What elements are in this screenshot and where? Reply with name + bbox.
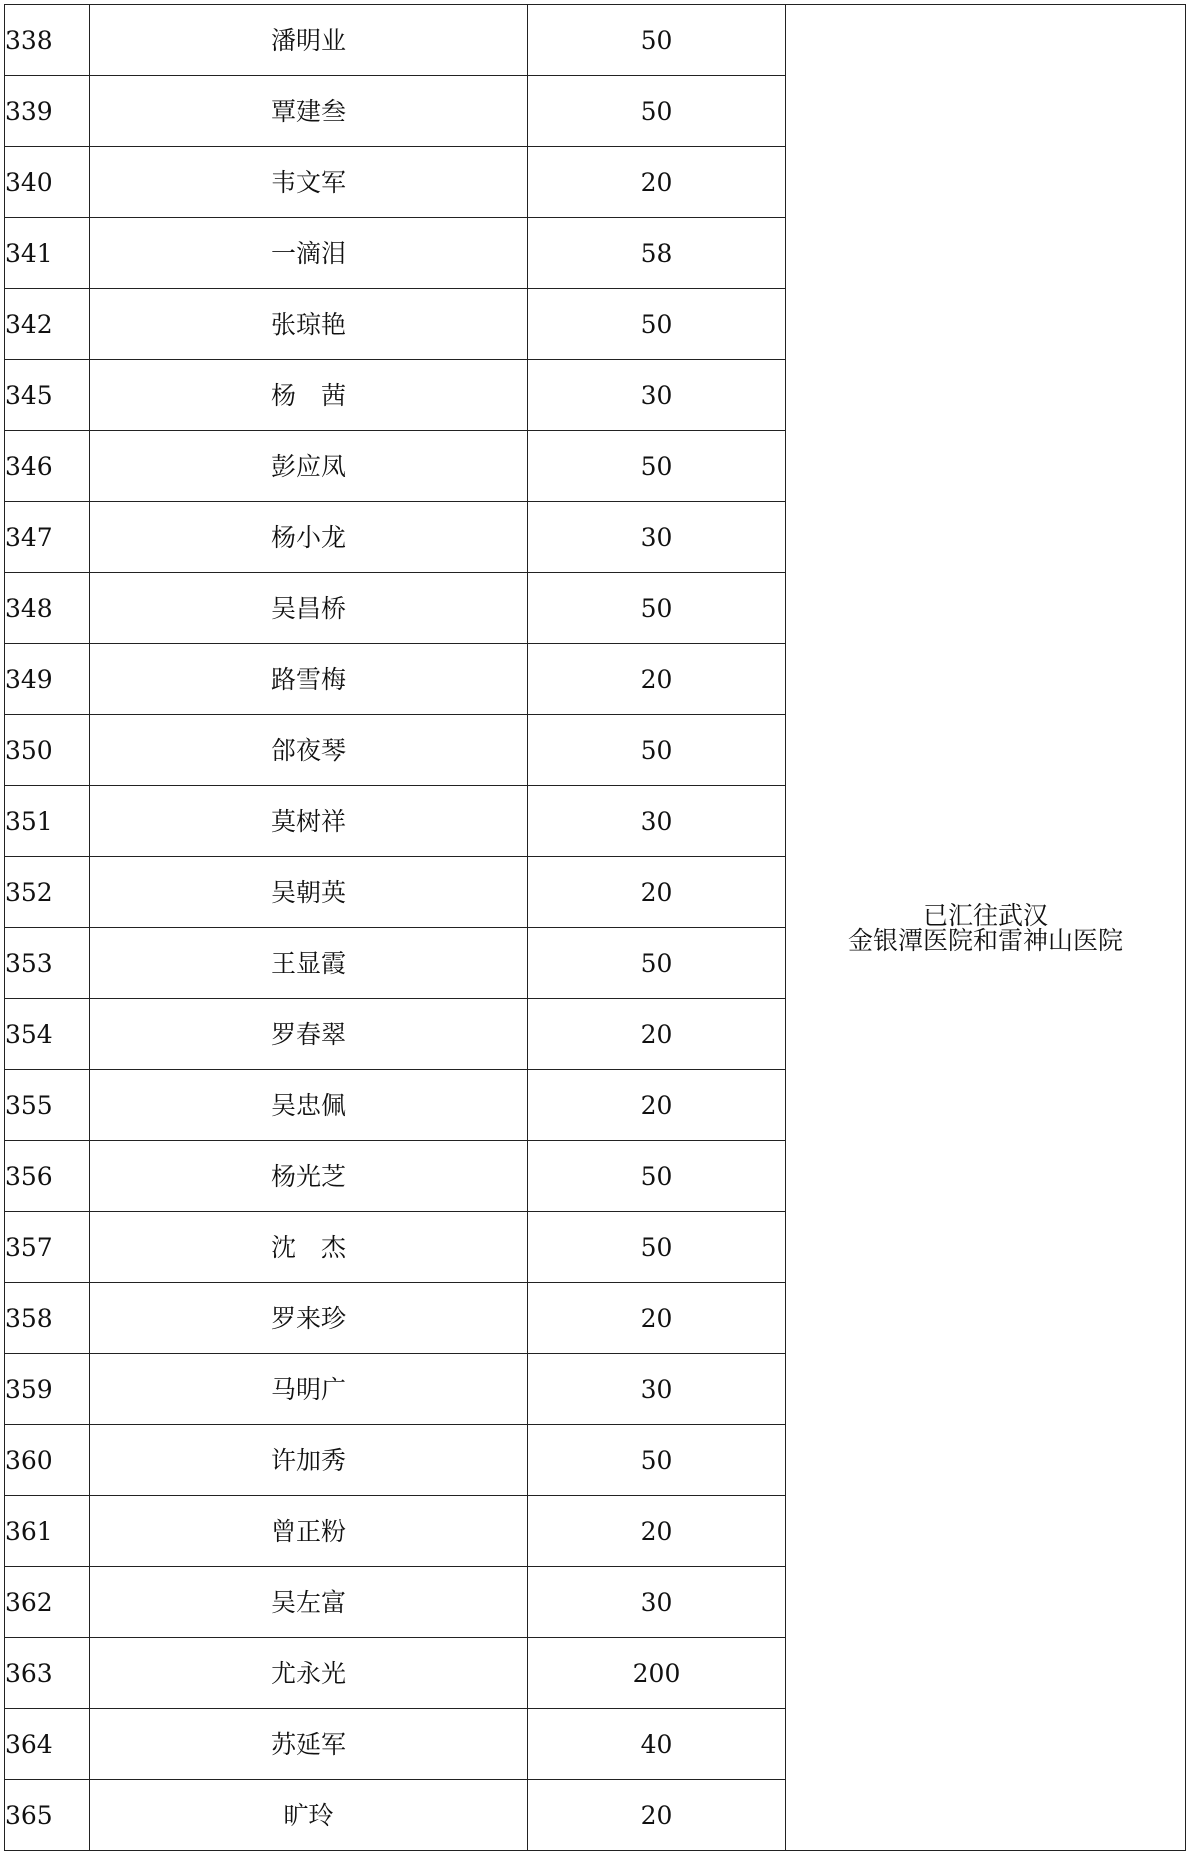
donor-name: 路雪梅: [90, 644, 528, 715]
row-number: 348: [5, 573, 90, 644]
row-number: 341: [5, 218, 90, 289]
row-number: 359: [5, 1354, 90, 1425]
donation-amount: 40: [528, 1709, 786, 1780]
donor-name: 杨 茜: [90, 360, 528, 431]
donation-amount: 20: [528, 644, 786, 715]
donor-name: 尤永光: [90, 1638, 528, 1709]
row-number: 345: [5, 360, 90, 431]
row-number: 362: [5, 1567, 90, 1638]
donor-name: 张琼艳: [90, 289, 528, 360]
donor-name: 吴忠佩: [90, 1070, 528, 1141]
row-number: 355: [5, 1070, 90, 1141]
donation-amount: 50: [528, 928, 786, 999]
donor-name: 韦文军: [90, 147, 528, 218]
donor-name: 郃夜琴: [90, 715, 528, 786]
remittance-note-line-1: 已汇往武汉: [922, 900, 1048, 930]
donation-amount: 50: [528, 431, 786, 502]
donor-name: 杨光芝: [90, 1141, 528, 1212]
donation-amount: 20: [528, 1070, 786, 1141]
donation-amount: 30: [528, 360, 786, 431]
donation-amount: 20: [528, 147, 786, 218]
donation-table: [4, 4, 1186, 1851]
row-number: 350: [5, 715, 90, 786]
row-number: 342: [5, 289, 90, 360]
donation-amount: 30: [528, 502, 786, 573]
row-number: 338: [5, 5, 90, 76]
donation-amount: 200: [528, 1638, 786, 1709]
row-number: 364: [5, 1709, 90, 1780]
donor-name: 吴左富: [90, 1567, 528, 1638]
row-number: 352: [5, 857, 90, 928]
donor-name: 杨小龙: [90, 502, 528, 573]
row-number: 365: [5, 1780, 90, 1851]
row-number: 339: [5, 76, 90, 147]
donation-amount: 30: [528, 1354, 786, 1425]
donor-name: 吴朝英: [90, 857, 528, 928]
remittance-note-line-2: 金银潭医院和雷神山医院: [847, 925, 1123, 955]
donor-name: 许加秀: [90, 1425, 528, 1496]
donor-name: 马明广: [90, 1354, 528, 1425]
donor-name: 罗来珍: [90, 1283, 528, 1354]
row-number: 357: [5, 1212, 90, 1283]
table-row: [5, 5, 1186, 76]
donation-amount: 58: [528, 218, 786, 289]
row-number: 361: [5, 1496, 90, 1567]
donor-name: 一滴泪: [90, 218, 528, 289]
row-number: 353: [5, 928, 90, 999]
donor-name: 罗春翠: [90, 999, 528, 1070]
row-number: 346: [5, 431, 90, 502]
donation-amount: 50: [528, 1212, 786, 1283]
donor-name: 曾正粉: [90, 1496, 528, 1567]
remittance-note: [786, 5, 1186, 1851]
donation-amount: 20: [528, 1780, 786, 1851]
donor-name: 莫树祥: [90, 786, 528, 857]
row-number: 351: [5, 786, 90, 857]
row-number: 363: [5, 1638, 90, 1709]
donor-name: 王显霞: [90, 928, 528, 999]
donor-name: 覃建叁: [90, 76, 528, 147]
donor-name: 彭应凤: [90, 431, 528, 502]
donation-amount: 50: [528, 289, 786, 360]
donation-table-body: [5, 5, 1186, 1851]
donation-amount: 30: [528, 786, 786, 857]
donation-amount: 50: [528, 5, 786, 76]
row-number: 358: [5, 1283, 90, 1354]
donation-amount: 50: [528, 76, 786, 147]
donation-amount: 50: [528, 715, 786, 786]
row-number: 349: [5, 644, 90, 715]
row-number: 340: [5, 147, 90, 218]
donor-name: 吴昌桥: [90, 573, 528, 644]
row-number: 354: [5, 999, 90, 1070]
donation-amount: 20: [528, 857, 786, 928]
donation-amount: 50: [528, 573, 786, 644]
donation-amount: 50: [528, 1141, 786, 1212]
row-number: 356: [5, 1141, 90, 1212]
donor-name: 潘明业: [90, 5, 528, 76]
row-number: 347: [5, 502, 90, 573]
donor-name: 苏延军: [90, 1709, 528, 1780]
row-number: 360: [5, 1425, 90, 1496]
donor-name: 沈 杰: [90, 1212, 528, 1283]
donation-amount: 20: [528, 1496, 786, 1567]
donation-amount: 20: [528, 1283, 786, 1354]
donation-amount: 20: [528, 999, 786, 1070]
donation-amount: 50: [528, 1425, 786, 1496]
donation-amount: 30: [528, 1567, 786, 1638]
donor-name: 旷玲: [90, 1780, 528, 1851]
